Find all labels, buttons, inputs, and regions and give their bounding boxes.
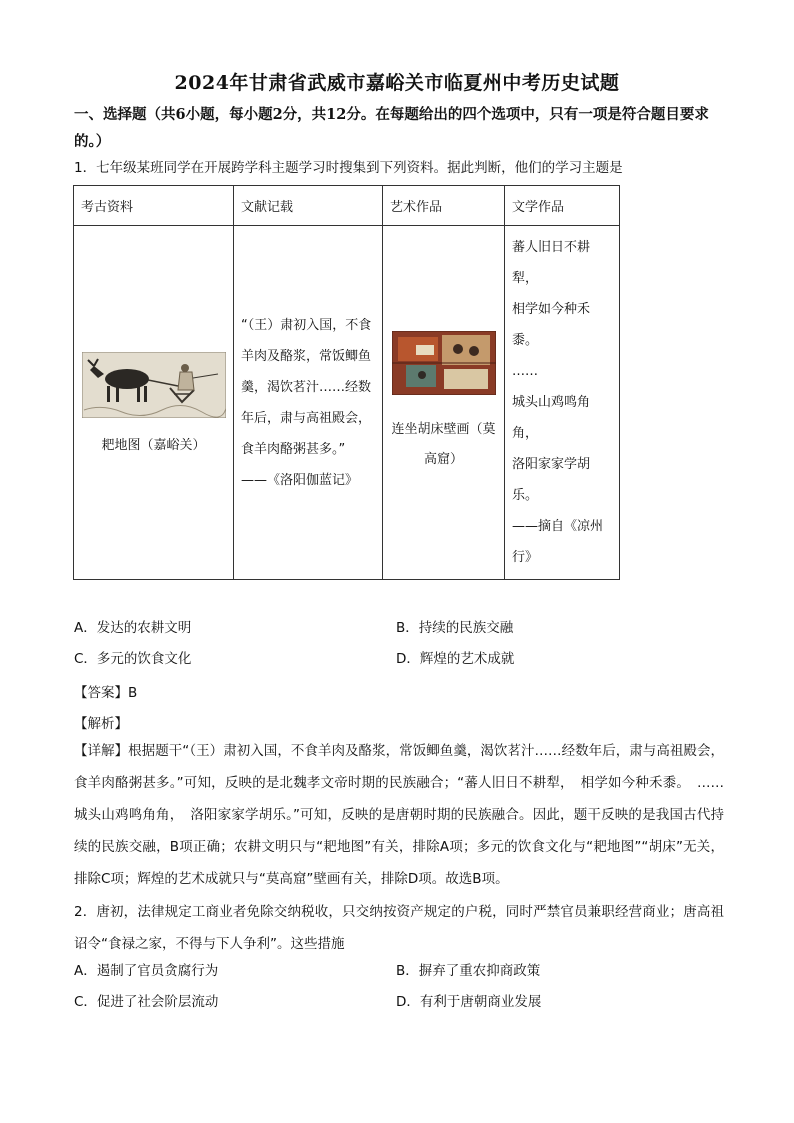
header-archaeology: 考古资料 <box>74 186 234 226</box>
literature-line: 洛阳家家学胡乐。 <box>512 457 591 503</box>
q2-option-a[interactable]: A．遏制了官员贪腐行为 <box>74 963 219 979</box>
art-cell <box>383 226 505 580</box>
document-cell <box>234 226 383 580</box>
document-quote: “（王）肃初入国，不食羊肉及酪浆，常饭鲫鱼羹，渴饮茗汁……经数年后，肃与高祖殿会，食羊肉酪粥甚多。” <box>241 317 372 457</box>
literature-line: 城头山鸡鸣角角， <box>512 395 591 441</box>
source-table <box>73 185 620 580</box>
dunhuang-mural-image <box>392 331 496 395</box>
header-documents: 文献记载 <box>234 186 383 226</box>
literature-line: …… <box>512 364 538 379</box>
question-1-stem: 1．七年级某班同学在开展跨学科主题学习时搜集到下列资料。据此判断，他们的学习主题是 <box>74 160 623 176</box>
page-title: 2024年甘肃省武威市嘉峪关市临夏州中考历史试题 <box>174 72 620 94</box>
document-source: ——《洛阳伽蓝记》 <box>241 472 359 488</box>
literature-cell <box>505 226 620 580</box>
archaeology-caption: 耙地图（嘉峪关） <box>101 438 206 453</box>
header-art: 艺术作品 <box>383 186 505 226</box>
header-literature: 文学作品 <box>505 186 620 226</box>
q2-option-c[interactable]: C．促进了社会阶层流动 <box>74 994 219 1010</box>
q1-option-d[interactable]: D．辉煌的艺术成就 <box>396 651 515 667</box>
q2-option-b[interactable]: B．摒弃了重农抑商政策 <box>396 963 541 979</box>
question-2-stem: 2．唐初，法律规定工商业者免除交纳税收，只交纳按资产规定的户税，同时严禁官员兼职经营商业；唐高祖诏令“食禄之家，不得与下人争利”。这些措施 <box>74 904 724 952</box>
section-heading: 一、选择题（共6小题，每小题2分，共12分。在每题给出的四个选项中，只有一项是符合题目要求的。） <box>74 106 709 150</box>
analysis-label: 【解析】 <box>74 716 128 732</box>
art-caption: 连坐胡床壁画（莫高窟） <box>391 421 496 467</box>
archaeology-cell <box>74 226 234 580</box>
q1-option-c[interactable]: C．多元的饮食文化 <box>74 651 192 667</box>
literature-source: ——摘自《凉州行》 <box>512 519 604 565</box>
plowing-mural-image <box>82 352 226 418</box>
q2-option-d[interactable]: D．有利于唐朝商业发展 <box>396 994 542 1010</box>
literature-line: 蕃人旧日不耕犁， <box>512 240 591 286</box>
q1-detail: 【详解】根据题干“（王）肃初入国，不食羊肉及酪浆，常饭鲫鱼羹，渴饮茗汁……经数年后，肃与高祖殿会，食羊肉酪粥甚多。”可知，反映的是北魏孝文帝时期的民族融合；“蕃人旧日不耕犁， 相学如今种禾黍。 …… 城头山鸡鸣角角， 洛阳家家学胡乐。”可知，反映的是唐朝时期的民族融合。因此，题干反映的是我国古代持续的民族交融，B项正确；农耕文明只与“耙地图”有关，排除A项；多元的饮食文化与“耙地图”“胡床”无关，排除C项；辉煌的艺术成就只与“莫高窟”壁画有关，排除D项。故选B项。 <box>74 743 738 887</box>
answer-label: 【答案】B <box>74 685 138 701</box>
literature-line: 相学如今种禾黍。 <box>512 302 591 348</box>
q1-option-a[interactable]: A．发达的农耕文明 <box>74 620 192 636</box>
q1-option-b[interactable]: B．持续的民族交融 <box>396 620 514 636</box>
